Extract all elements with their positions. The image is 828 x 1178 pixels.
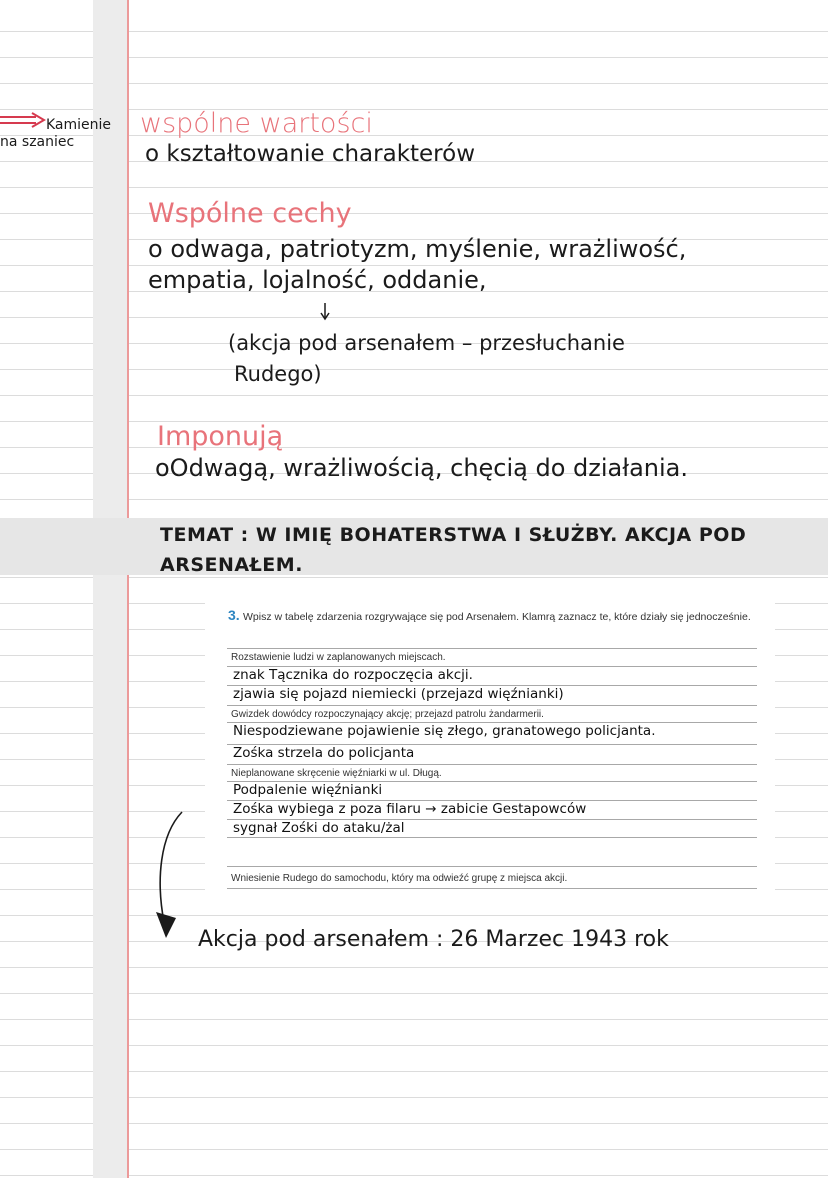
- table-row-empty: [227, 838, 757, 867]
- margin-note-line2: na szaniec: [0, 134, 75, 150]
- table-row: Gwizdek dowódcy rozpoczynający akcję; przejazd patrolu żandarmerii.: [227, 706, 757, 723]
- note-line: Rudego): [234, 362, 322, 386]
- task-instruction: Wpisz w tabelę zdarzenia rozgrywające się pod Arsenałem. Klamrą zaznacz te, które działy się jednocześnie.: [243, 611, 751, 623]
- topic-line1: TEMAT : W IMIĘ BOHATERSTWA I SŁUŻBY. AKCJA POD: [160, 524, 747, 546]
- curved-arrow-down-icon: [152, 810, 192, 945]
- heading-common-traits: Wspólne cechy: [148, 198, 352, 229]
- table-row: Niespodziewane pojawienie się złego, granatowego policjanta.: [227, 723, 757, 745]
- table-row: Wniesienie Rudego do samochodu, który ma odwieźć grupę z miejsca akcji.: [227, 867, 757, 889]
- note-line: o kształtowanie charakterów: [145, 141, 476, 167]
- table-row: sygnał Zośki do ataku/żal: [227, 820, 757, 838]
- margin-line: [127, 0, 129, 1178]
- task-card: [205, 598, 775, 890]
- table-row: Rozstawienie ludzi w zaplanowanych miejscach.: [227, 649, 757, 667]
- table-row: zjawia się pojazd niemiecki (przejazd więźnianki): [227, 686, 757, 706]
- heading-impress: Imponują: [157, 421, 284, 452]
- margin-note-line1: Kamienie: [46, 117, 112, 133]
- table-row: Podpalenie więźnianki: [227, 782, 757, 801]
- note-line: (akcja pod arsenałem – przesłuchanie: [228, 331, 625, 355]
- table-row: Zośka wybiega z poza filaru → zabicie Gestapowców: [227, 801, 757, 820]
- action-date: Akcja pod arsenałem : 26 Marzec 1943 rok: [198, 927, 669, 952]
- double-arrow-right-icon: [0, 112, 46, 128]
- note-line: empatia, lojalność, oddanie,: [148, 266, 487, 294]
- table-row: Nieplanowane skręcenie więźniarki w ul. Długą.: [227, 765, 757, 782]
- topic-line2: ARSENAŁEM.: [160, 554, 303, 576]
- task-number: 3.: [228, 607, 240, 623]
- events-table: [227, 648, 757, 889]
- heading-common-values: wspólne wartości: [140, 108, 373, 139]
- note-line: o odwaga, patriotyzm, myślenie, wrażliwość,: [148, 235, 687, 263]
- margin-band: [93, 0, 127, 1178]
- table-row: Zośka strzela do policjanta: [227, 745, 757, 765]
- table-row: znak Tącznika do rozpoczęcia akcji.: [227, 667, 757, 686]
- note-line: oOdwagą, wrażliwością, chęcią do działania.: [155, 454, 688, 482]
- arrow-down-icon: [320, 303, 330, 321]
